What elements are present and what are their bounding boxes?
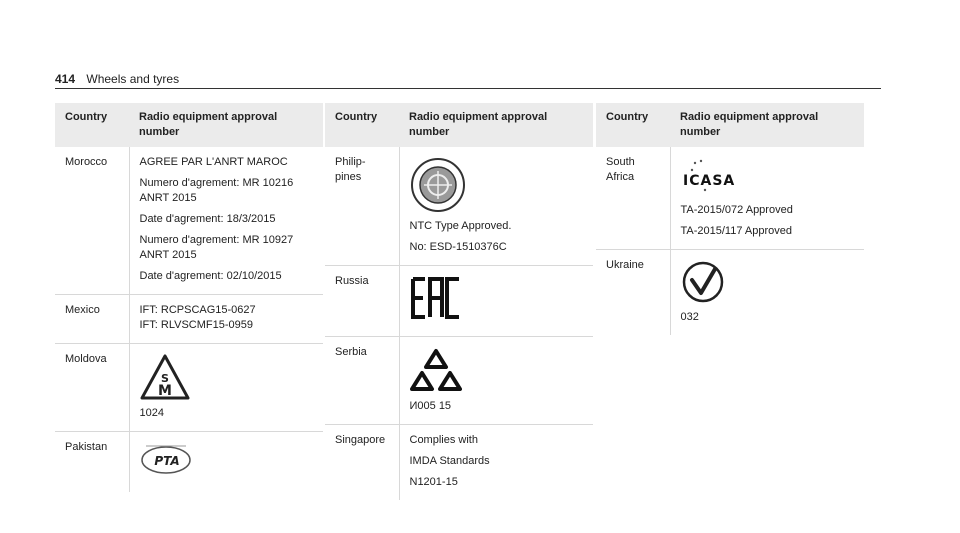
table-row — [55, 432, 323, 493]
approval-text: Complies with — [409, 434, 478, 446]
approval-text: Numero d'agrement: MR 10927 ANRT 2015 — [139, 234, 294, 261]
table-header-row — [55, 103, 323, 147]
approval-pakistan — [129, 432, 323, 493]
table-row — [55, 344, 323, 432]
country-moldova: Moldova — [55, 344, 129, 432]
approval-text: Date d'agrement: 18/3/2015 — [139, 213, 276, 225]
approval-table-1 — [55, 103, 323, 492]
country-ukraine: Ukraine — [596, 250, 670, 336]
table-row — [596, 147, 864, 250]
approval-text: N1201-15 — [409, 476, 458, 488]
approval-singapore — [399, 425, 593, 501]
country-serbia: Serbia — [325, 337, 399, 425]
country-philippines: Philip- pines — [325, 147, 399, 266]
column-header-country: Country — [325, 103, 399, 147]
approval-text: TA-2015/072 Approved — [680, 204, 793, 216]
approval-morocco — [129, 147, 323, 295]
approval-number: 1024 — [139, 407, 164, 419]
country-russia: Russia — [325, 266, 399, 337]
icasa-logo-icon — [681, 157, 751, 197]
column-header-approval: Radio equipment approval number — [670, 103, 864, 147]
table-row — [55, 295, 323, 344]
column-header-country: Country — [596, 103, 670, 147]
page-title: Wheels and tyres — [86, 72, 180, 86]
table-row — [325, 266, 593, 337]
approval-text: IMDA Standards — [409, 455, 490, 467]
table-row — [596, 250, 864, 336]
country-south-africa: South Africa — [596, 147, 670, 250]
table-row — [55, 147, 323, 295]
page-number: 414 — [55, 72, 76, 86]
pta-logo-icon — [140, 442, 192, 476]
column-header-approval: Radio equipment approval number — [399, 103, 593, 147]
eac-mark-icon — [410, 276, 462, 320]
approval-table-2 — [325, 103, 593, 500]
icasa-logo-text: ICASA — [682, 173, 735, 189]
table-row — [325, 147, 593, 266]
approval-number: И005 15 — [409, 400, 452, 412]
approval-number: 032 — [680, 311, 699, 323]
serbia-triangles-icon — [410, 347, 462, 393]
country-pakistan: Pakistan — [55, 432, 129, 493]
approval-text: IFT: RCPSCAG15-0627 — [139, 304, 256, 316]
column-header-approval: Radio equipment approval number — [129, 103, 323, 147]
approval-russia — [399, 266, 593, 337]
ntc-seal-icon — [410, 157, 466, 213]
approval-philippines — [399, 147, 593, 266]
approval-table-3 — [596, 103, 864, 335]
approval-text: TA-2015/117 Approved — [680, 225, 793, 237]
column-header-country: Country — [55, 103, 129, 147]
ukraine-check-icon — [681, 260, 725, 304]
table-header-row — [325, 103, 593, 147]
svg-text:M: M — [157, 383, 172, 399]
approval-text: AGREE PAR L'ANRT MAROC — [139, 156, 288, 168]
approval-south-africa — [670, 147, 864, 250]
country-morocco: Morocco — [55, 147, 129, 295]
approval-text: Numero d'agrement: MR 10216 ANRT 2015 — [139, 177, 294, 204]
table-row — [325, 337, 593, 425]
page-header — [55, 72, 179, 86]
approval-serbia — [399, 337, 593, 425]
table-row — [325, 425, 593, 501]
approval-moldova — [129, 344, 323, 432]
moldova-sm-icon — [140, 354, 190, 400]
approval-text: IFT: RLVSCMF15-0959 — [139, 319, 254, 331]
approval-mexico — [129, 295, 323, 344]
country-singapore: Singapore — [325, 425, 399, 501]
svg-text:S: S — [160, 372, 169, 385]
approval-text: NTC Type Approved. — [409, 220, 512, 232]
pta-logo-text: PTA — [153, 454, 180, 468]
table-header-row — [596, 103, 864, 147]
approval-text: No: ESD-1510376C — [409, 241, 507, 253]
header-divider — [55, 88, 881, 89]
approval-ukraine — [670, 250, 864, 336]
country-mexico: Mexico — [55, 295, 129, 344]
approval-text: Date d'agrement: 02/10/2015 — [139, 270, 282, 282]
